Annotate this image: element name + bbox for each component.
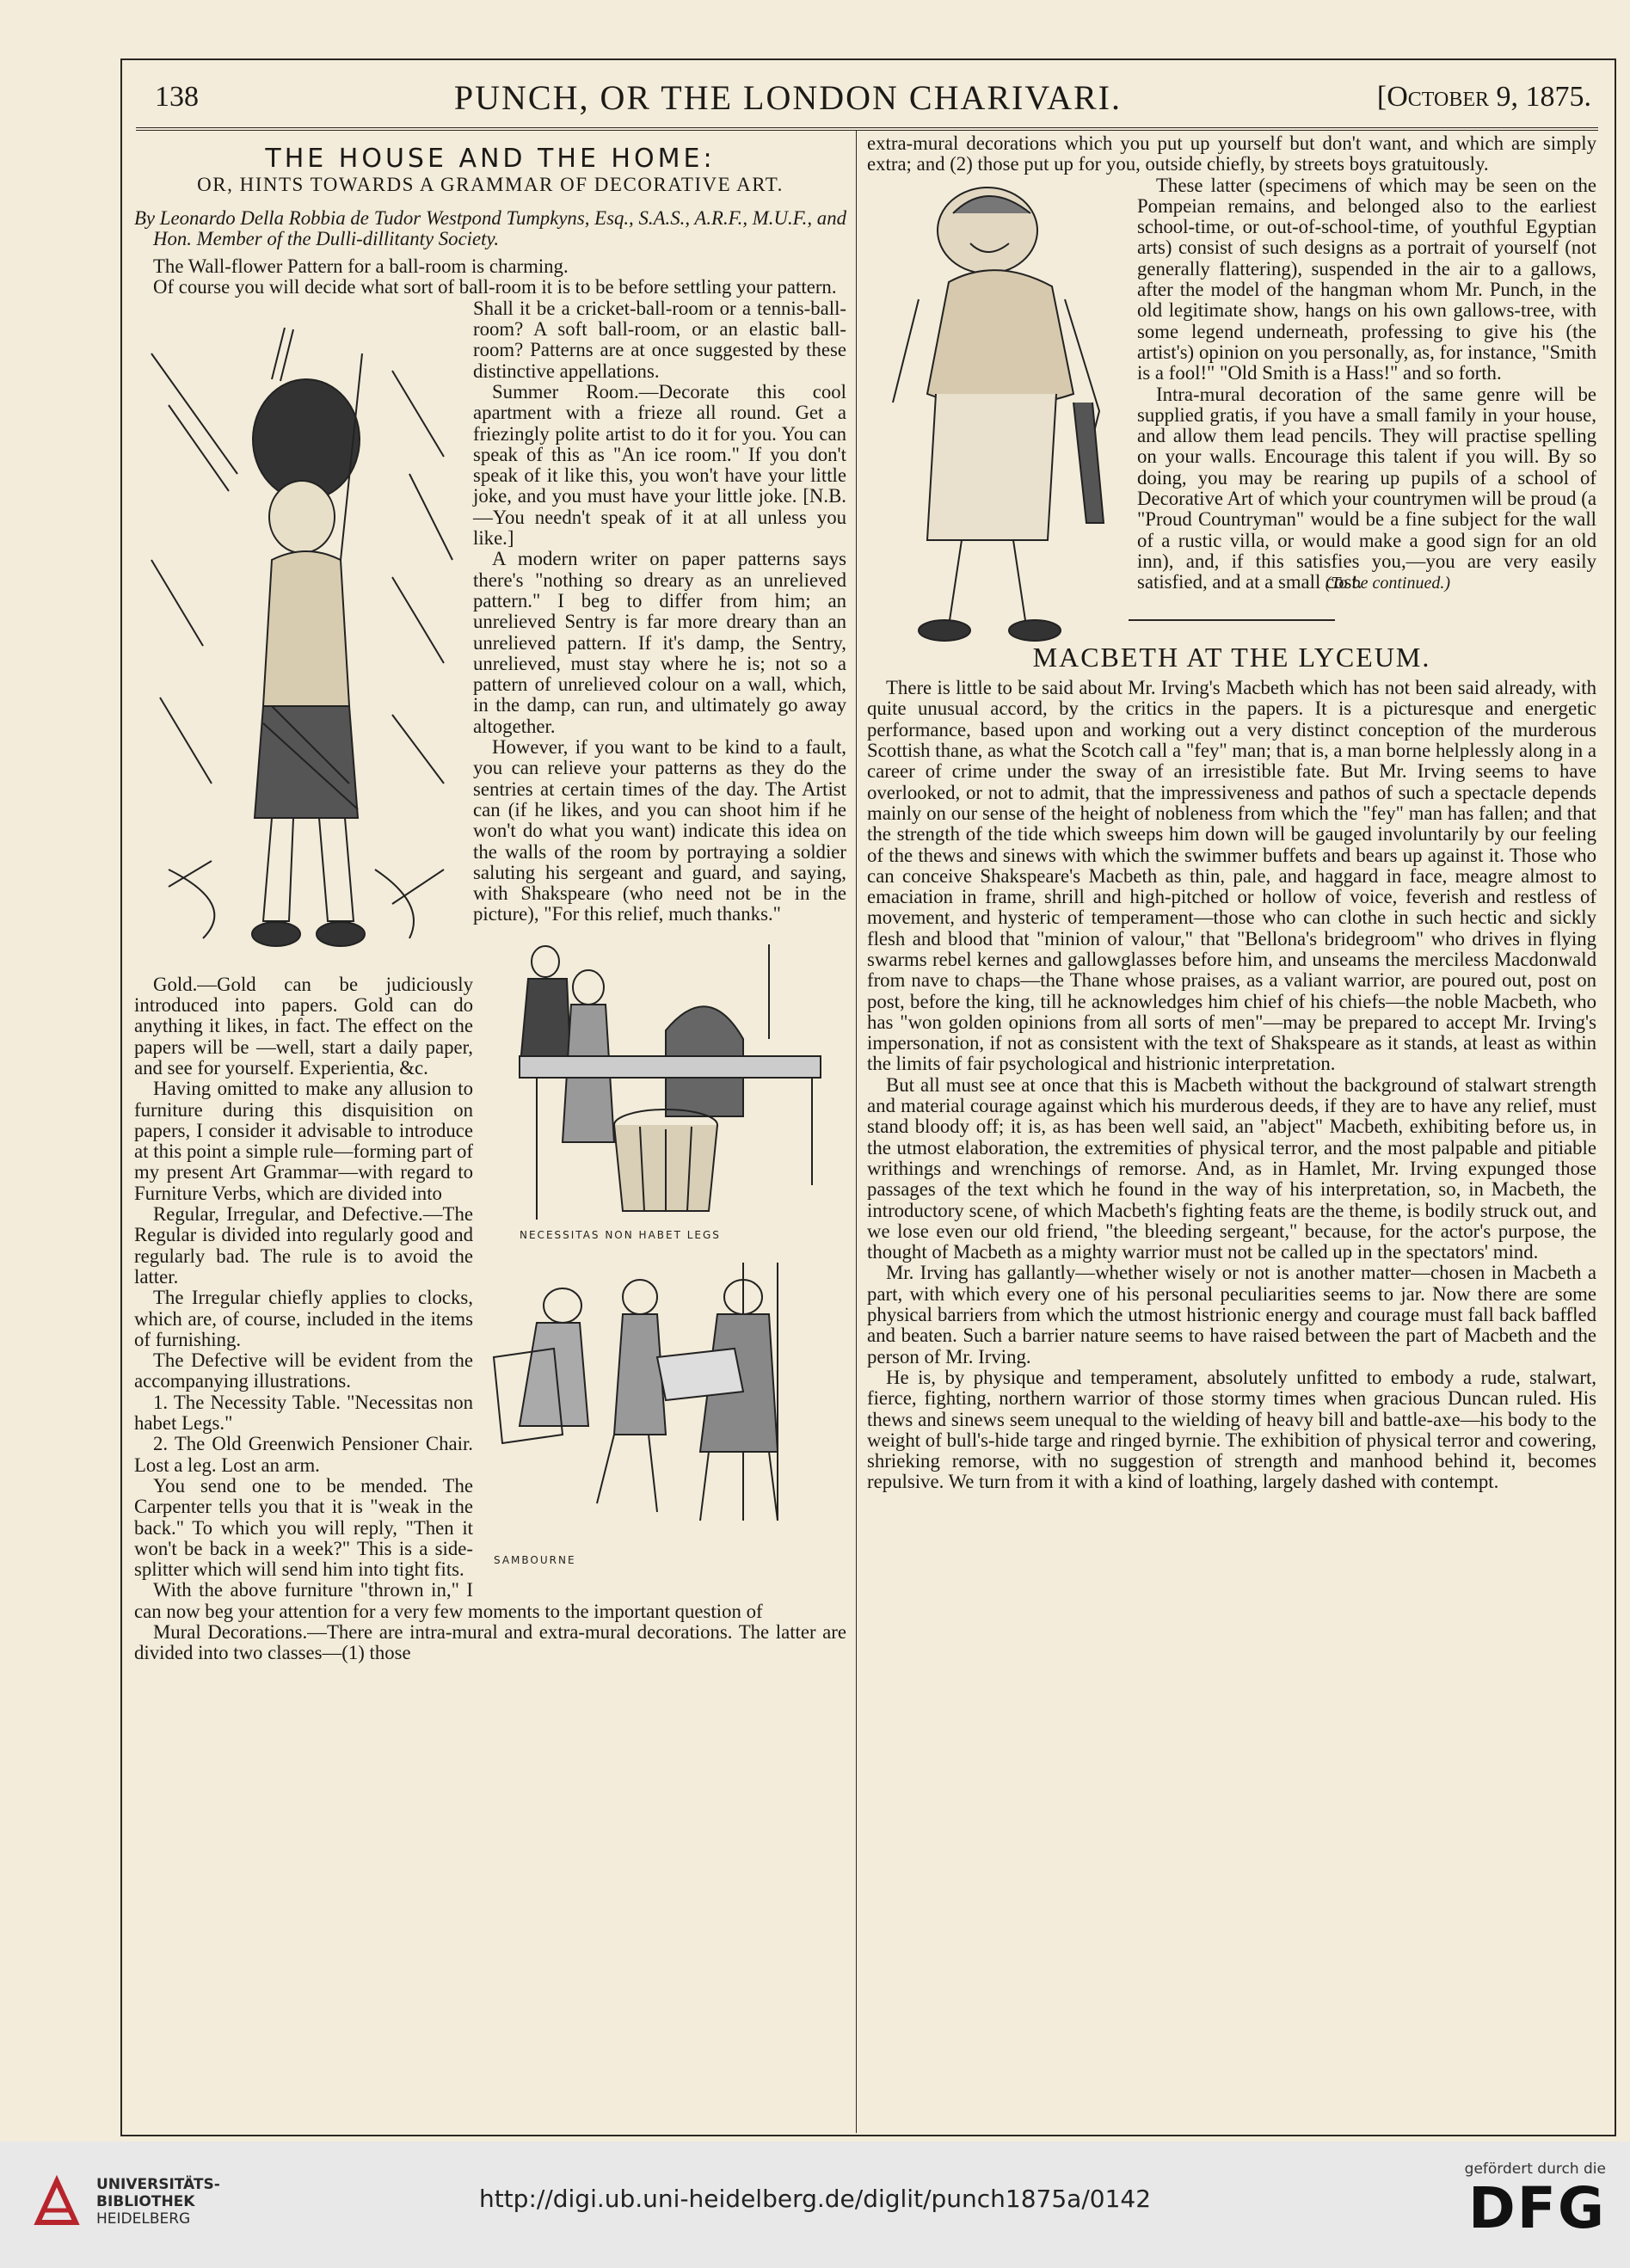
paragraph: There is little to be said about Mr. Irving's Macbeth which has not been said already, with quite unusual accord, by the critics in the papers. It is a picturesque and energetic performance, based upon and working out a very distinct conception of the murderous Scottish thane, as what the Scotch call a "fey" man; that is, a man borne helplessly along in a career of crime under the sway of an irresistible fate. But Mr. Irving seems to have overlooked, or not to admit, that the impressiveness and pathos of such a spectacle depends mainly on our sense of the height of nobleness from which the "fey" man has fallen; and that the strength of the tide which sweeps him down will be gauged involuntarily by our feeling of the thews and sinews with which the swimmer buffets and bears up against it. Those who can conceive Shakspeare's Macbeth as thin, pale, and haggard in face, meagre almost to emaciation in frame, shrill and high-pitched or hollow of voice, feverish and restless of movement, and hysteric of temperament—those who can clothe in such hectic and sickly flesh and blood that "minion of valour," that "Bellona's bridegroom" who drives in flying swarms rebel kernes and gallowglasses before him, and unseams the merciless Macdonwald from nave to chaps—the Thane whose praises, as a valiant warrior, are poured out, post on post, before the king, till he acknowledges him chief of his chiefs—the noble Macbeth, who has "won golden opinions from all sorts of men"—may be prepared to accept Mr. Irving's impersonation, if not as consistent with the text of Shakspeare as it stands, at least as within the limits of fair psychological and histrionic interpretation. — [867, 677, 1596, 1075]
figure-signature: SAMBOURNE — [494, 1553, 576, 1566]
digitization-footer — [0, 2142, 1630, 2268]
paragraph: 1. The Necessity Table. "Necessitas non habet Legs." — [134, 1391, 473, 1435]
column-rule — [856, 131, 857, 2133]
continued-note: (To be continued.) — [1325, 573, 1450, 593]
paragraph: Regular, Irregular, and Defective.—The Regular is divided into regularly good and regularly bad. The rule is to avoid the latter. — [134, 1203, 473, 1288]
paragraph: extra-mural decorations which you put up yourself but don't want, and which are simply extra; and (2) those put up for you, outside chiefly, by streets boys gratuitously. — [867, 133, 1596, 175]
left-column — [134, 133, 846, 2139]
section-rule — [1129, 619, 1335, 621]
paragraph: These latter (specimens of which may be seen on the Pompeian remains, and belonged also to the earliest school-time, or out-of-school-time, of youthful Egyptian arts) consist of such designs as a portrait of yourself (not generally flattering), suspended in the air to a gallows, after the model of the hangman whom Mr. Punch, in the old legitimate show, hangs on his own gallows-tree, with some legend underneath, professing to give his (the artist's) opinion on you personally, as, for instance, "Smith is a fool!" "Old Smith is a Hass!" and so forth. — [1137, 174, 1596, 384]
paragraph: The Irregular chiefly applies to clocks, which are, of course, included in the items of furnishing. — [134, 1287, 473, 1350]
paragraph: However, if you want to be kind to a fault, you can relieve your patterns as they do the sentries at certain times of the day. The Artist can (if he likes, and you can shoot him if he won't do what you want) indicate this idea on the walls of the room by portraying a soldier saluting his sergeant and guard, and saying, with Shakspeare (who need not be in the picture), "For this relief, much thanks." — [473, 736, 846, 925]
paragraph: Mr. Irving has gallantly—whether wisely or not is another matter—chosen in Macbeth a part, with which every one of his personal peculiarities seems to jar. Now there are some physical barriers from which the utmost histrionic energy and courage must fall back baffled and beaten. Such a barrier nature seems to have raised between the part of Macbeth and the person of Mr. Irving. — [867, 1262, 1596, 1368]
paragraph: He is, by physique and temperament, absolutely unfitted to embody a rude, stalwart, fierce, fighting, northern warrior of those stormy times when gracious Duncan ruled. His thews and sinews seem unequal to the wielding of heavy bill and battle-axe—his body to the weight of bull's-hide targe and ringed byrnie. The exhibition of physical terror and cowering, shrieking remorse, with no suggestion of strength and manhood behind it, becomes repulsive. We turn from it with a kind of loathing, largely dashed with contempt. — [867, 1366, 1596, 1493]
paragraph: Mural Decorations.—There are intra-mural and extra-mural decorations. The latter are divided into two classes—(1) those — [134, 1620, 846, 1664]
graffiti-portrait-illustration — [867, 179, 1125, 643]
library-name-line2: BIBLIOTHEK — [96, 2193, 195, 2210]
page-number: 138 — [155, 81, 199, 113]
byline: By Leonardo Della Robbia de Tudor Westpond Tumpkyns, Esq., S.A.S., A.R.F., M.U.F., and Hon. Member of the Dulli-dillitanty Society. — [134, 206, 846, 249]
funder-logo — [1465, 2160, 1606, 2240]
page-header — [136, 67, 1598, 131]
paragraph: A modern writer on paper patterns says there's "nothing so dreary as an unrelieved pattern." I beg to differ from him; an unrelieved Sentry is far more dreary than an unrelieved pattern. If it's damp, the Sentry, unrelieved, must stay where he is; not so a pattern of unrelieved colour on a wall, which, in the damp, can run, and ultimately go away altogether. — [473, 548, 846, 737]
sentry-illustration — [134, 302, 461, 973]
article-title: THE HOUSE AND THE HOME: — [265, 144, 716, 174]
paragraph: 2. The Old Greenwich Pensioner Chair. Lost a leg. Lost an arm. — [134, 1433, 473, 1476]
library-name-line1: UNIVERSITÄTS- — [96, 2176, 220, 2193]
paragraph: Having omitted to make any allusion to furniture during this disquisition on papers, I consider it advisable to introduce at this point a simple rule—forming part of my present Art Grammar—with regard to Furniture Verbs, which are divided into — [134, 1078, 473, 1204]
dfg-logo-text: DFG — [1467, 2175, 1606, 2241]
paragraph: The Defective will be evident from the accompanying illustrations. — [134, 1349, 473, 1392]
paragraph: Gold.—Gold can be judiciously introduced into papers. Gold can do anything it likes, in fact. The effect on the papers will be —well, start a daily paper, and see for yourself. Experientia, &c. — [134, 973, 473, 1079]
paragraph: With the above furniture "thrown in," I can now beg your attention for a very few moments to the important question of — [134, 1579, 763, 1622]
paragraph: You send one to be mended. The Carpenter tells you that it is "weak in the back." To which you will reply, "Then it won't be back in a week?" This is a side-splitter which will send him into tight fits. — [134, 1474, 473, 1581]
funded-by-text: gefördert durch die — [1464, 2160, 1606, 2178]
paragraph: But all must see at once that this is Macbeth without the background of stalwart strength and material courage against which his murderous deeds, if they are to have any relief, must stand bloody off; it is, as has been well said, an "abject" Macbeth, exhibiting before us, in the utmost elaboration, the extremities of physical terror, and the most palpable and pitiable writhings and wrenchings of remorse. And, as in Hamlet, Mr. Irving expunged those passages of the text which he found in the way of his interpretation, so, in Macbeth, the introductory scene, of which Macbeth's fighting feats are the theme, is bodily struck out, and we lose even our old friend, "the bleeding sergeant," because, for the actor's purpose, the thought of Macbeth as a mighty warrior must not be called up in the spectators' mind. — [867, 1073, 1596, 1263]
running-title: PUNCH, OR THE LONDON CHARIVARI. — [453, 77, 1122, 117]
paragraph: Shall it be a cricket-ball-room or a tennis-ball-room? A soft ball-room, or an elastic ball-room? Patterns are at once suggested by these distinctive appellations. — [473, 297, 846, 382]
paragraph: Summer Room.—Decorate this cool apartment with a frieze all round. Get a friezingly polite artist to do it for you. You can speak of this as "An ice room." If you don't speak of it like this, you won't have your little joke, and you must have your little joke. [N.B.—You needn't speak of it at all unless you like.] — [473, 380, 846, 550]
paragraph: Of course you will decide what sort of ball-room it is to be before settling your pattern. — [153, 276, 837, 298]
right-column — [867, 133, 1596, 2139]
figure-caption-table: NECESSITAS NON HABET LEGS — [520, 1228, 721, 1241]
article-subtitle: OR, HINTS TOWARDS A GRAMMAR OF DECORATIVE ART. — [197, 174, 784, 196]
paragraph: Intra-mural decoration of the same genre will be supplied gratis, if you have a small family in your house, and allow them lead pencils. They will practise spelling on your walls. Encourage this talent if you will. By so doing, you may be rearing up pupils of a school of Decorative Art of which your countrymen will be proud (a "Proud Countryman" would be a fine subject for the wall of a rustic villa, or would make a good sign for an old inn), and, if this satisfies you,—you are very easily satisfied, and at a small cost. — [1137, 383, 1596, 593]
paragraph: The Wall-flower Pattern for a ball-room is charming. — [153, 255, 569, 278]
library-name-line3: HEIDELBERG — [96, 2210, 191, 2228]
furniture-illustrations — [485, 927, 846, 1585]
issue-date: [October 9, 1875. — [1376, 81, 1591, 113]
article-title: MACBETH AT THE LYCEUM. — [1032, 641, 1431, 673]
source-url-link[interactable]: http://digi.ub.uni-heidelberg.de/diglit/punch1875a/0142 — [478, 2185, 1152, 2213]
